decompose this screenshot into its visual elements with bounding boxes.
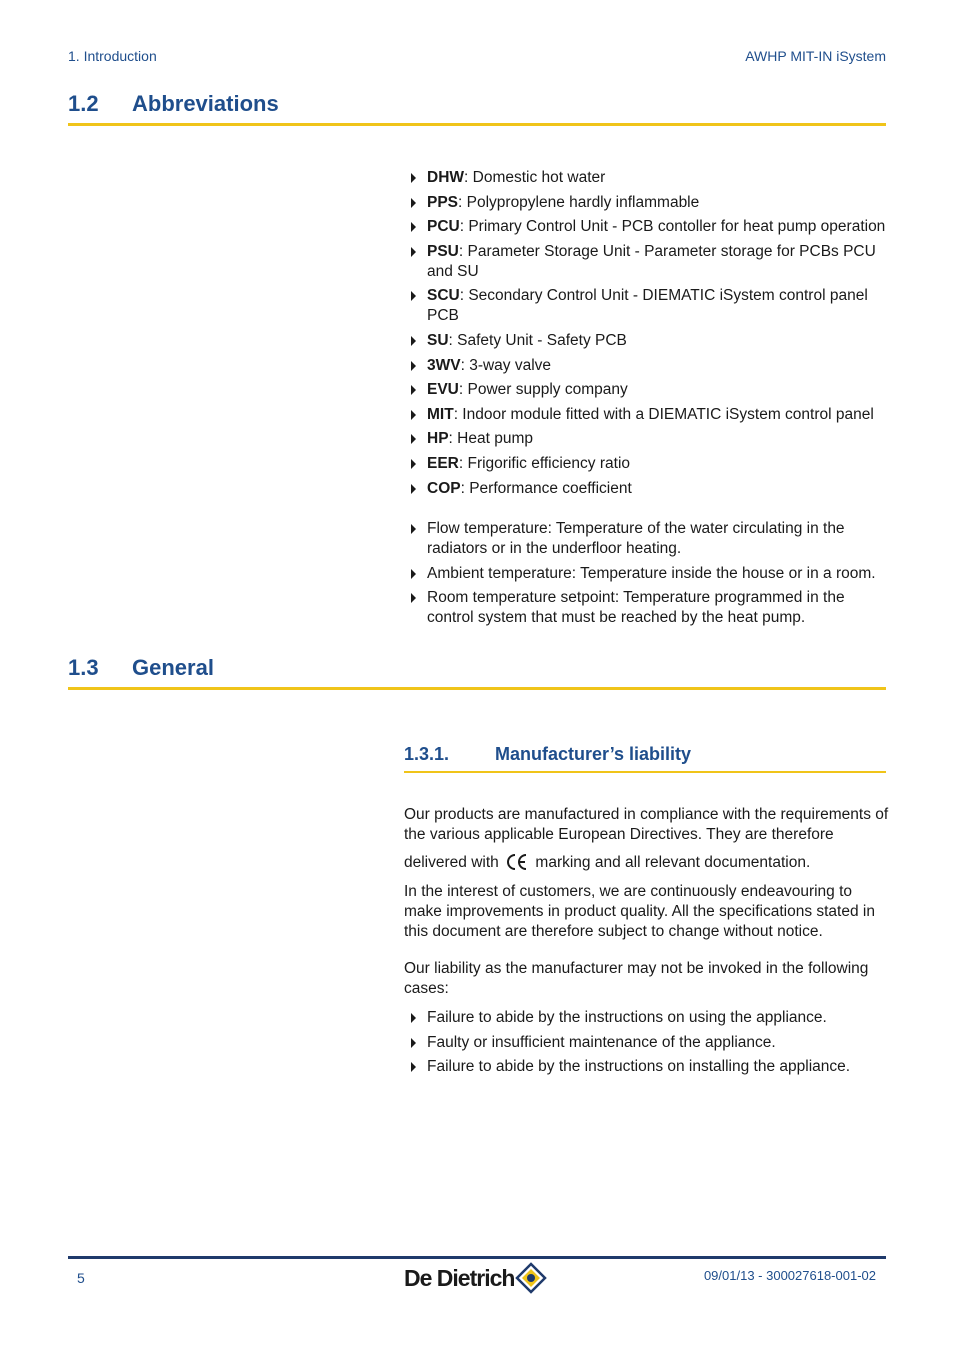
footer-rule — [68, 1256, 886, 1259]
liability-case-item: Failure to abide by the instructions on installing the appliance. — [404, 1057, 890, 1077]
abbreviation-description: : Safety Unit - Safety PCB — [448, 331, 627, 349]
liability-paragraph-2 — [404, 853, 890, 877]
abbreviation-description: : Heat pump — [448, 430, 533, 448]
abbreviation-description: : Polypropylene hardly inflammable — [458, 193, 700, 211]
abbreviation-item — [404, 356, 890, 376]
text: delivered with — [404, 854, 499, 871]
subsection-title: Manufacturer’s liability — [495, 744, 692, 764]
abbreviation-term: EVU — [427, 381, 459, 399]
section-abbreviations-heading — [68, 91, 886, 126]
abbreviation-item — [404, 286, 890, 326]
subsection-liability-heading — [404, 744, 886, 773]
abbreviation-description: : Power supply company — [458, 381, 628, 399]
abbreviation-description: : 3-way valve — [460, 356, 552, 374]
abbreviation-term: PPS — [427, 193, 459, 211]
abbreviation-item — [404, 168, 890, 188]
abbreviation-item — [404, 454, 890, 474]
document-reference: 09/01/13 - 300027618-001-02 — [703, 1268, 876, 1283]
definitions-list — [404, 519, 890, 633]
abbreviation-term: 3WV — [427, 356, 461, 374]
header-product: AWHP MIT-IN iSystem — [745, 48, 886, 64]
liability-paragraph-1: Our products are manufactured in compliance with the requirements of the various applicable European Directives. They are therefore — [404, 806, 889, 843]
brand-name: De Dietrich — [404, 1264, 515, 1291]
definition-item: Flow temperature: Temperature of the water circulating in the radiators or in the underfloor heating. — [404, 519, 890, 559]
abbreviation-description: : Indoor module fitted with a DIEMATIC iSystem control panel — [453, 405, 874, 423]
abbreviation-term: MIT — [427, 405, 454, 423]
definition-item: Ambient temperature: Temperature inside the house or in a room. — [404, 564, 890, 584]
abbreviation-term: COP — [427, 479, 461, 497]
section-general-heading — [68, 655, 886, 690]
header-chapter: 1. Introduction — [68, 48, 157, 64]
abbreviation-item — [404, 429, 890, 449]
liability-paragraph-3: In the interest of customers, we are continuously endeavouring to make improvements in product quality. All the specifications stated in this document are therefore subject to change without notice. — [404, 883, 875, 940]
liability-paragraph-4: Our liability as the manufacturer may not be invoked in the following cases: — [404, 960, 869, 997]
section-title: General — [132, 655, 214, 680]
abbreviation-description: : Parameter Storage Unit - Parameter storage for PCBs PCU and SU — [427, 242, 876, 280]
abbreviation-term: HP — [427, 430, 449, 448]
abbreviation-description: : Primary Control Unit - PCB contoller for heat pump operation — [459, 218, 886, 236]
abbreviation-item — [404, 405, 890, 425]
liability-case-item: Faulty or insufficient maintenance of the appliance. — [404, 1033, 890, 1053]
text: marking and all relevant documentation. — [535, 854, 811, 871]
liability-cases-list — [404, 1008, 890, 1082]
abbreviation-term: SU — [427, 331, 449, 349]
section-number: 1.2 — [68, 91, 99, 116]
ce-mark-icon — [505, 853, 529, 877]
abbreviation-term: EER — [427, 454, 459, 472]
abbreviation-description: : Secondary Control Unit - DIEMATIC iSystem control panel PCB — [427, 287, 868, 325]
abbreviation-item — [404, 217, 890, 237]
liability-case-item: Failure to abide by the instructions on using the appliance. — [404, 1008, 890, 1028]
abbreviation-item — [404, 331, 890, 351]
diamond-logo-icon — [515, 1262, 547, 1294]
brand-logo — [404, 1262, 547, 1294]
abbreviation-description: : Domestic hot water — [464, 169, 606, 186]
page-number: 5 — [77, 1270, 85, 1286]
section-title: Abbreviations — [132, 91, 279, 116]
abbreviation-item — [404, 479, 890, 499]
abbreviation-term: DHW — [427, 169, 465, 186]
abbreviation-term: SCU — [427, 287, 460, 305]
abbreviation-description: : Frigorific efficiency ratio — [458, 454, 631, 472]
abbreviation-description: : Performance coefficient — [460, 479, 632, 497]
abbreviation-item — [404, 242, 890, 282]
section-number: 1.3 — [68, 655, 99, 680]
abbreviation-term: PCU — [427, 218, 460, 236]
abbreviation-item — [404, 380, 890, 400]
abbreviations-list — [404, 168, 890, 503]
subsection-number: 1.3.1. — [404, 744, 450, 764]
abbreviation-item — [404, 193, 890, 213]
definition-item: Room temperature setpoint: Temperature programmed in the control system that must be reached by the heat pump. — [404, 588, 890, 628]
abbreviation-term: PSU — [427, 242, 459, 260]
